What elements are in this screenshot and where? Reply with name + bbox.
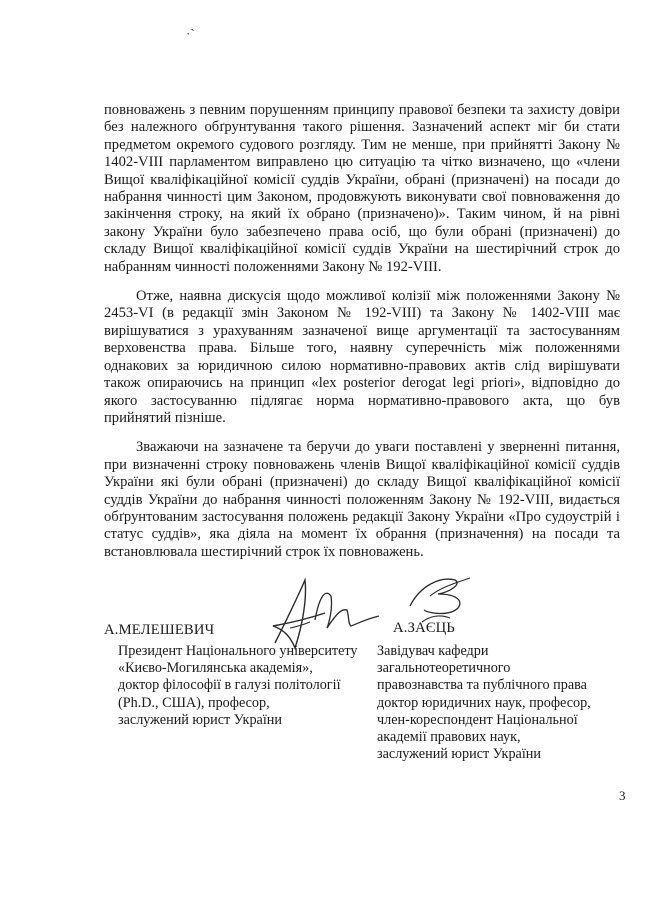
paragraph-1: повноважень з певним порушенням принципу правової безпеки та захисту довіри без належного обґрунтування такого рішення. Зазначений аспект міг би стати предметом окремого судового розгляду. Тим не менше, при прийнятті Закону № 1402-VIII парламентом виправлено цю ситуацію та чітко визначено, що «члени Вищої кваліфікаційної комісії суддів України, обрані (призначені) на посади до набрання чинності цим Законом, продовжують виконувати свої повноваження до закінчення строку, на який їх обрано (призначено)». Таким чином, й на рівні закону України було забезпечено права осіб, що були обрані (призначені) до складу Вищої кваліфікаційної комісії суддів України на шестирічний строк до набранням чинності положеннями Закону № 192-VIII.: [104, 102, 620, 275]
body-text: [104, 102, 620, 573]
signatory-right-title: Завідувач кафедри загальнотеоретичного правознавства та публічного права доктор юридичних наук, професор, член-кореспондент Національної академії правових наук, заслужений юрист України: [377, 643, 591, 763]
page-number: 3: [619, 788, 626, 803]
signatory-right-name: А.ЗАЄЦЬ: [393, 620, 455, 636]
signatory-left-title: Президент Національного університету «Києво-Могилянська академія», доктор філософії в галузі політології (Ph.D., США), професор, заслужений юрист України: [118, 643, 358, 728]
signatory-left-name: А.МЕЛЕШЕВИЧ: [104, 622, 215, 638]
paragraph-2: Отже, наявна дискусія щодо можливої колізії між положеннями Закону № 2453-VI (в редакції змін Законом № 192-VIII) та Закону № 1402-VIII має вирішуватися з урахуванням зазначеної вище аргументації та застосуванням верховенства права. Більше того, наявну суперечність між положеннями однакових за юридичною силою нормативно-правових актів слід вирішувати також опираючись на принцип «lex posterior derogat legi priori», відповідно до якого застосуванню підлягає норма нормативно-правового акта, що був прийнятий пізніше.: [104, 288, 620, 426]
paragraph-3: Зважаючи на зазначене та беручи до уваги поставлені у зверненні питання, при визначенні строку повноважень членів Вищої кваліфікаційної комісії суддів України які були обрані (призначені) до складу Вищої кваліфікаційної комісії суддів України до набрання чинності положенням Закону № 192-VIII, видається обґрунтованим застосування положень редакції Закону України «Про судоустрій і статус суддів», яка діяла на момент їх обрання (призначення) на посади та встановлювала шестирічний строк їх повноважень.: [104, 439, 620, 560]
scan-mark: ·`: [186, 26, 195, 41]
